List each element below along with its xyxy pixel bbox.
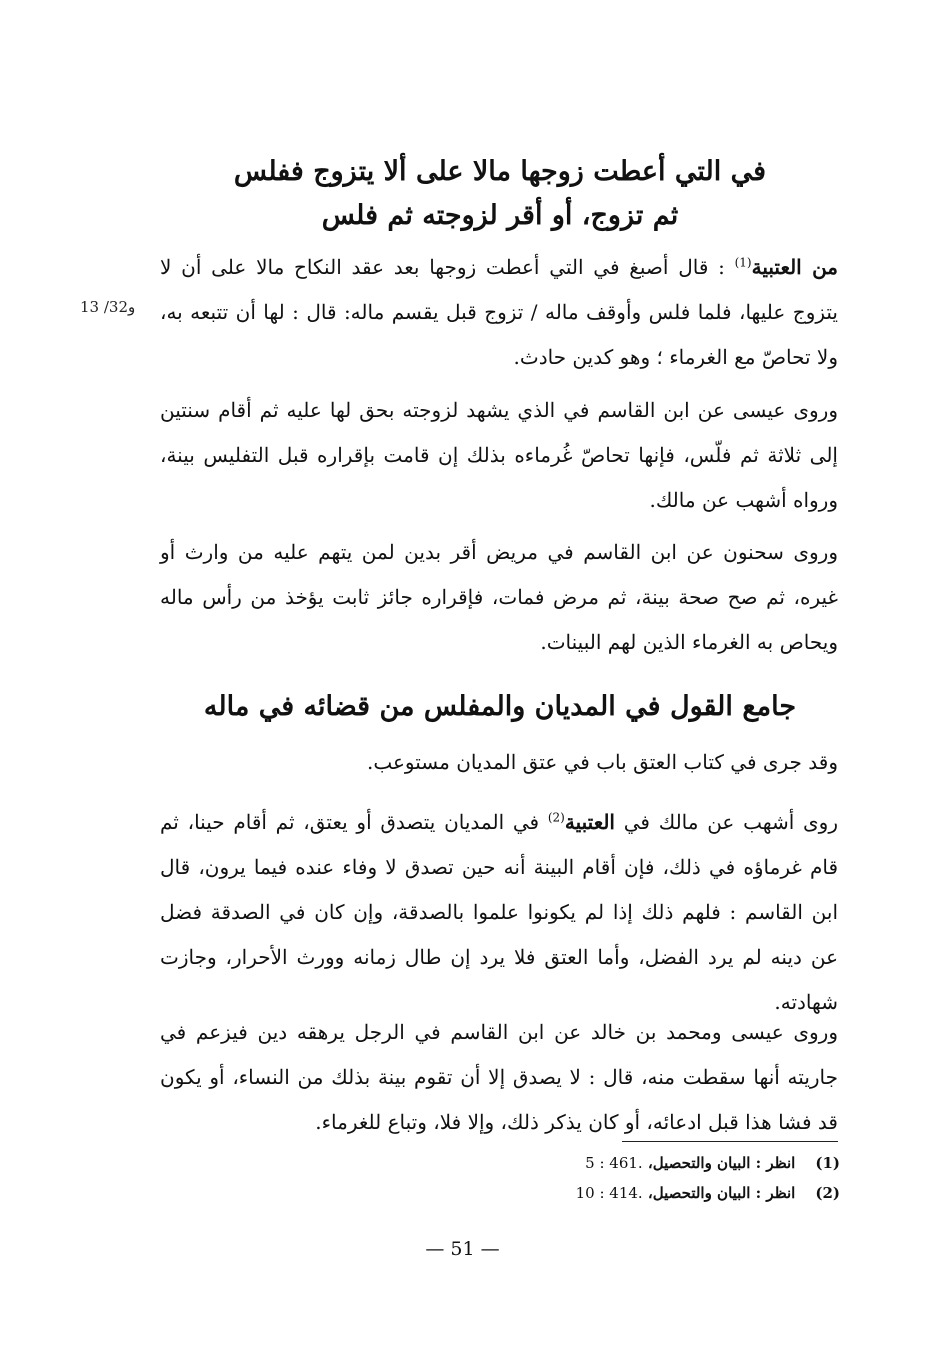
footnote-citation: 10 : 414.	[575, 1184, 643, 1202]
paragraph-5-lead: روى أشهب عن مالك في	[615, 810, 838, 834]
source-name: من العتبية	[751, 255, 839, 279]
footnote-2	[420, 1182, 840, 1204]
footnote-number: (1)	[815, 1154, 840, 1172]
source-name: العتبية	[564, 810, 615, 834]
paragraph-5-body: في المديان يتصدق أو يعتق، ثم أقام حينا، ثم قام غرماؤه في ذلك، فإن أقام البينة أنه حين تصدق لا وفاء عنده فيما يرون، قال ابن القاسم : فلهم ذلك إذا لم يكونوا علموا بالصدقة، وإن كان في الصدقة فضل عن دينه لم يرد الفضل، وأما العتق فلا يرد إن طال زمانه وورث الأحرار، وجازت شهادته.	[160, 810, 839, 1014]
paragraph-2: وروى عيسى عن ابن القاسم في الذي يشهد لزوجته بحق لها عليه ثم أقام سنتين إلى ثلاثة ثم فلّس، فإنها تحاصّ غُرماءه بذلك إن قامت بإقراره قبل التفليس بينة، ورواه أشهب عن مالك.	[160, 398, 838, 512]
footnote-number: (2)	[815, 1184, 840, 1202]
paragraph-6: وروى عيسى ومحمد بن خالد عن ابن القاسم في الرجل يرهقه دين فيزعم في جاريته أنها سقطت منه، قال : لا يصدق إلا أن تقوم بينة بذلك من النساء، أو يكون قد فشا هذا قبل ادعائه، أو كان يذكر ذلك، وإلا فلا، وتباع للغرماء.	[160, 1020, 838, 1134]
footnote-ref-2: (2)	[547, 810, 565, 825]
section-heading-1	[160, 150, 840, 238]
section-heading-2: جامع القول في المديان والمفلس من قضائه في ماله	[203, 691, 797, 722]
section-heading-1-line-2: ثم تزوج، أو أقر لزوجته ثم فلس	[321, 200, 679, 231]
paragraph-1-body: : قال أصبغ في التي أعطت زوجها بعد عقد النكاح مالا على أن لا يتزوج عليها، فلما فلس وأوقف ماله / تزوج قبل يقسم ماله: قال : لها أن تتبعه به، ولا تحاصّ مع الغرماء ؛ وهو كدين حادث.	[160, 255, 838, 369]
footnote-separator	[622, 1141, 838, 1142]
paragraph-1	[160, 245, 838, 380]
footnote-1	[420, 1152, 840, 1174]
manuscript-folio-note: 13 /32و	[80, 298, 136, 316]
footnote-source: انظر : البيان والتحصيل،	[642, 1154, 796, 1172]
footnote-source: انظر : البيان والتحصيل،	[642, 1184, 796, 1202]
paragraph-4: وقد جرى في كتاب العتق باب في عتق المديان مستوعب.	[367, 750, 838, 774]
section-heading-1-line-1: في التي أعطت زوجها مالا على ألا يتزوج ففلس	[233, 156, 767, 187]
paragraph-5	[160, 800, 838, 1025]
page-number: — 51 —	[425, 1238, 500, 1260]
footnote-ref-1: (1)	[734, 255, 752, 270]
footnote-citation: 5 : 461.	[585, 1154, 643, 1172]
paragraph-3: وروى سحنون عن ابن القاسم في مريض أقر بدين لمن يتهم عليه من وارث أو غيره، ثم صح صحة بينة، ثم مرض فمات، فإقراره جائز ثابت يؤخذ من رأس ماله ويحاص به الغرماء الذين لهم البينات.	[160, 540, 838, 654]
